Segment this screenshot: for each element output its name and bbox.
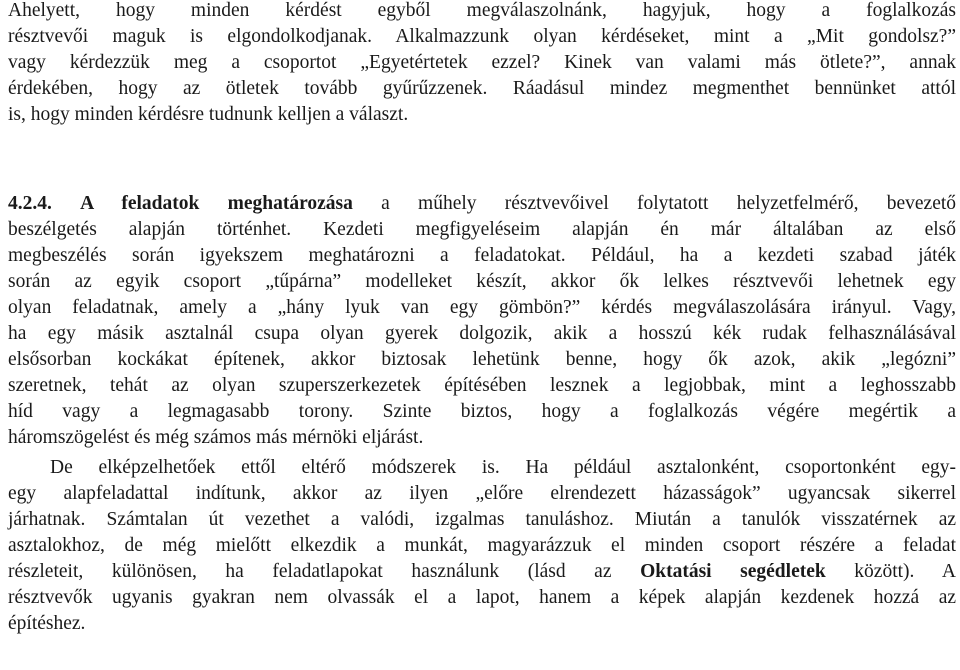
text-line: résztvevők ugyanis gyakran nem olvassák el a lapot, hanem a képek alapján kezdenek hozzá az [8, 587, 956, 608]
text-line: szeretnek, tehát az olyan szuperszerkezetek építésében lesznek a legjobbak, mint a leghosszabb [8, 375, 956, 396]
text-line: egy alapfeladattal indítunk, akkor az ilyen „előre elrendezett házasságok” ugyancsak sikerrel [8, 483, 956, 504]
text-line: járhatnak. Számtalan út vezethet a valódi, izgalmas tanuláshoz. Miután a tanulók visszatérnek az [8, 509, 956, 530]
text-line: építéshez. [8, 613, 86, 634]
text-line: résztvevői maguk is elgondolkodjanak. Alkalmazzunk olyan kérdéseket, mint a „Mit gondolsz?” [8, 26, 956, 47]
text-line: De elképzelhetőek ettől eltérő módszerek is. Ha például asztalonként, csoportonként egy- [50, 457, 956, 478]
text-run: között). A [854, 561, 956, 582]
text-line: vagy kérdezzük meg a csoportot „Egyetértetek ezzel? Kinek van valami más ötlete?”, annak [8, 52, 956, 73]
text-line: beszélgetés alapján történhet. Kezdeti megfigyeléseim alapján én már általában az első [8, 219, 956, 240]
section-text: a műhely résztvevőivel folytatott helyzetfelmérő, bevezető [381, 193, 957, 214]
section-heading: A feladatok meghatározása [80, 193, 353, 214]
text-line: híd vagy a legmagasabb torony. Szinte biztos, hogy a foglalkozás végére megértik a [8, 401, 956, 422]
text-line: háromszögelést és még számos más mérnöki eljárást. [8, 427, 424, 448]
text-line [8, 559, 956, 585]
text-line: megbeszélés során igyekszem meghatározni a feladatokat. Például, ha a kezdeti szabad játék [8, 245, 956, 266]
text-line: elsősorban kockákat építenek, akkor biztosak lehetünk benne, hogy ők azok, akik „legózni” [8, 349, 956, 370]
section-number: 4.2.4. [8, 193, 52, 214]
text-line: olyan feladatnak, amely a „hány lyuk van egy gömbön?” kérdés megválaszolására irányul. Vagy, [8, 297, 956, 318]
text-line: ha egy másik asztalnál csupa olyan gyerek dolgozik, akik a hosszú kék rudak felhasználásával [8, 323, 956, 344]
reference-title: Oktatási segédletek [640, 561, 826, 582]
text-line: érdekében, hogy az ötletek tovább gyűrűzzenek. Ráadásul mindez megmenthet bennünket attól [8, 78, 956, 99]
text-run: részleteit, különösen, ha feladatlapokat használunk (lásd az [8, 561, 612, 582]
text-line: Ahelyett, hogy minden kérdést egyből megválaszolnánk, hagyjuk, hogy a foglalkozás [8, 0, 956, 21]
section-heading-line [8, 191, 956, 217]
text-line: során az egyik csoport „tűpárna” modelleket készít, akkor ők lelkes résztvevői lehetnek egy [8, 271, 956, 292]
text-line: is, hogy minden kérdésre tudnunk kelljen a választ. [8, 104, 409, 125]
text-line: asztalokhoz, de még mielőtt elkezdik a munkát, magyarázzuk el minden csoport részére a feladat [8, 535, 956, 556]
